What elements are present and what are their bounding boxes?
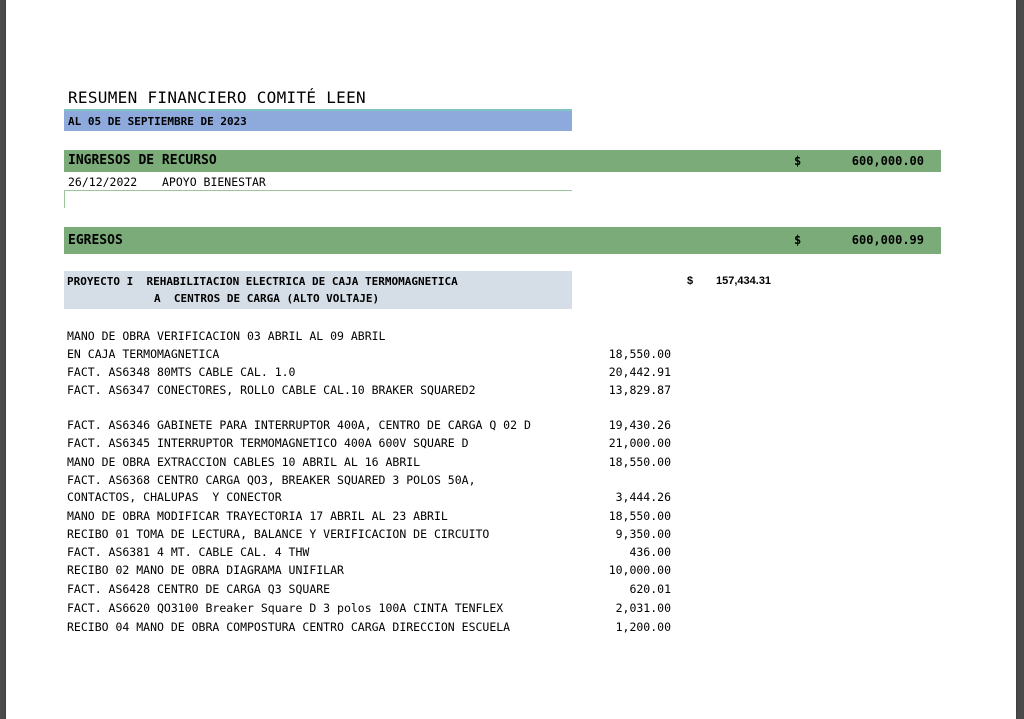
list-item: FACT. AS6345 INTERRUPTOR TERMOMAGNETICO 400A 600V SQUARE D [67, 436, 469, 450]
list-item: CONTACTOS, CHALUPAS Y CONECTOR [67, 490, 282, 504]
list-item-amount: 18,550.00 [608, 509, 671, 523]
list-item-amount: 1,200.00 [615, 620, 671, 634]
list-item-amount: 2,031.00 [615, 601, 671, 615]
list-item: RECIBO 04 MANO DE OBRA COMPOSTURA CENTRO CARGA DIRECCION ESCUELA [67, 620, 511, 634]
list-item: EN CAJA TERMOMAGNETICA [67, 347, 220, 361]
list-item: MANO DE OBRA VERIFICACION 03 ABRIL AL 09 ABRIL [67, 329, 386, 343]
list-item-amount: 620.01 [629, 582, 671, 596]
list-item: FACT. AS6428 CENTRO DE CARGA Q3 SQUARE [67, 582, 331, 596]
list-item: FACT. AS6368 CENTRO CARGA QO3, BREAKER SQUARED 3 POLOS 50A, [67, 473, 476, 487]
list-item: FACT. AS6620 QO3100 Breaker Square D 3 polos 100A CINTA TENFLEX [67, 601, 504, 615]
list-item-amount: 13,829.87 [608, 383, 671, 397]
ingresos-amount: 600,000.00 [851, 154, 924, 168]
list-item: FACT. AS6348 80MTS CABLE CAL. 1.0 [67, 365, 296, 379]
ingreso-entry-date: 26/12/2022 [68, 175, 138, 189]
list-item-amount: 19,430.26 [608, 418, 671, 432]
ingreso-left-border [64, 190, 65, 208]
list-item-amount: 21,000.00 [608, 436, 671, 450]
list-item: FACT. AS6346 GABINETE PARA INTERRUPTOR 400A, CENTRO DE CARGA Q 02 D [67, 418, 531, 432]
list-item-amount: 18,550.00 [608, 347, 671, 361]
ingreso-entry-desc: APOYO BIENESTAR [162, 175, 266, 189]
egresos-amount: 600,000.99 [851, 233, 924, 247]
document-page [6, 0, 1016, 719]
list-item-amount: 20,442.91 [608, 365, 671, 379]
document-title: RESUMEN FINANCIERO COMITÉ LEEN [68, 88, 366, 107]
egresos-label: EGRESOS [68, 233, 123, 248]
list-item: FACT. AS6347 CONECTORES, ROLLO CABLE CAL.10 BRAKER SQUARED2 [67, 383, 476, 397]
project-title-line2: A CENTROS DE CARGA (ALTO VOLTAJE) [154, 292, 380, 305]
list-item-amount: 10,000.00 [608, 563, 671, 577]
list-item: FACT. AS6381 4 MT. CABLE CAL. 4 THW [67, 545, 310, 559]
ingreso-underline [64, 190, 572, 191]
date-label: AL 05 DE SEPTIEMBRE DE 2023 [68, 115, 247, 128]
list-item-amount: 9,350.00 [615, 527, 671, 541]
project-currency: $ [687, 275, 694, 287]
list-item: RECIBO 02 MANO DE OBRA DIAGRAMA UNIFILAR [67, 563, 344, 577]
list-item-amount: 18,550.00 [608, 455, 671, 469]
list-item-amount: 3,444.26 [615, 490, 671, 504]
project-amount: 157,434.31 [716, 275, 772, 287]
list-item: MANO DE OBRA MODIFICAR TRAYECTORIA 17 ABRIL AL 23 ABRIL [67, 509, 448, 523]
egresos-currency: $ [794, 233, 802, 247]
project-title-line1: PROYECTO I REHABILITACION ELECTRICA DE CAJA TERMOMAGNETICA [67, 275, 458, 288]
list-item: MANO DE OBRA EXTRACCION CABLES 10 ABRIL AL 16 ABRIL [67, 455, 421, 469]
ingresos-label: INGRESOS DE RECURSO [68, 153, 217, 168]
list-item-amount: 436.00 [629, 545, 671, 559]
ingresos-currency: $ [794, 154, 802, 168]
list-item: RECIBO 01 TOMA DE LECTURA, BALANCE Y VERIFICACION DE CIRCUITO [67, 527, 490, 541]
